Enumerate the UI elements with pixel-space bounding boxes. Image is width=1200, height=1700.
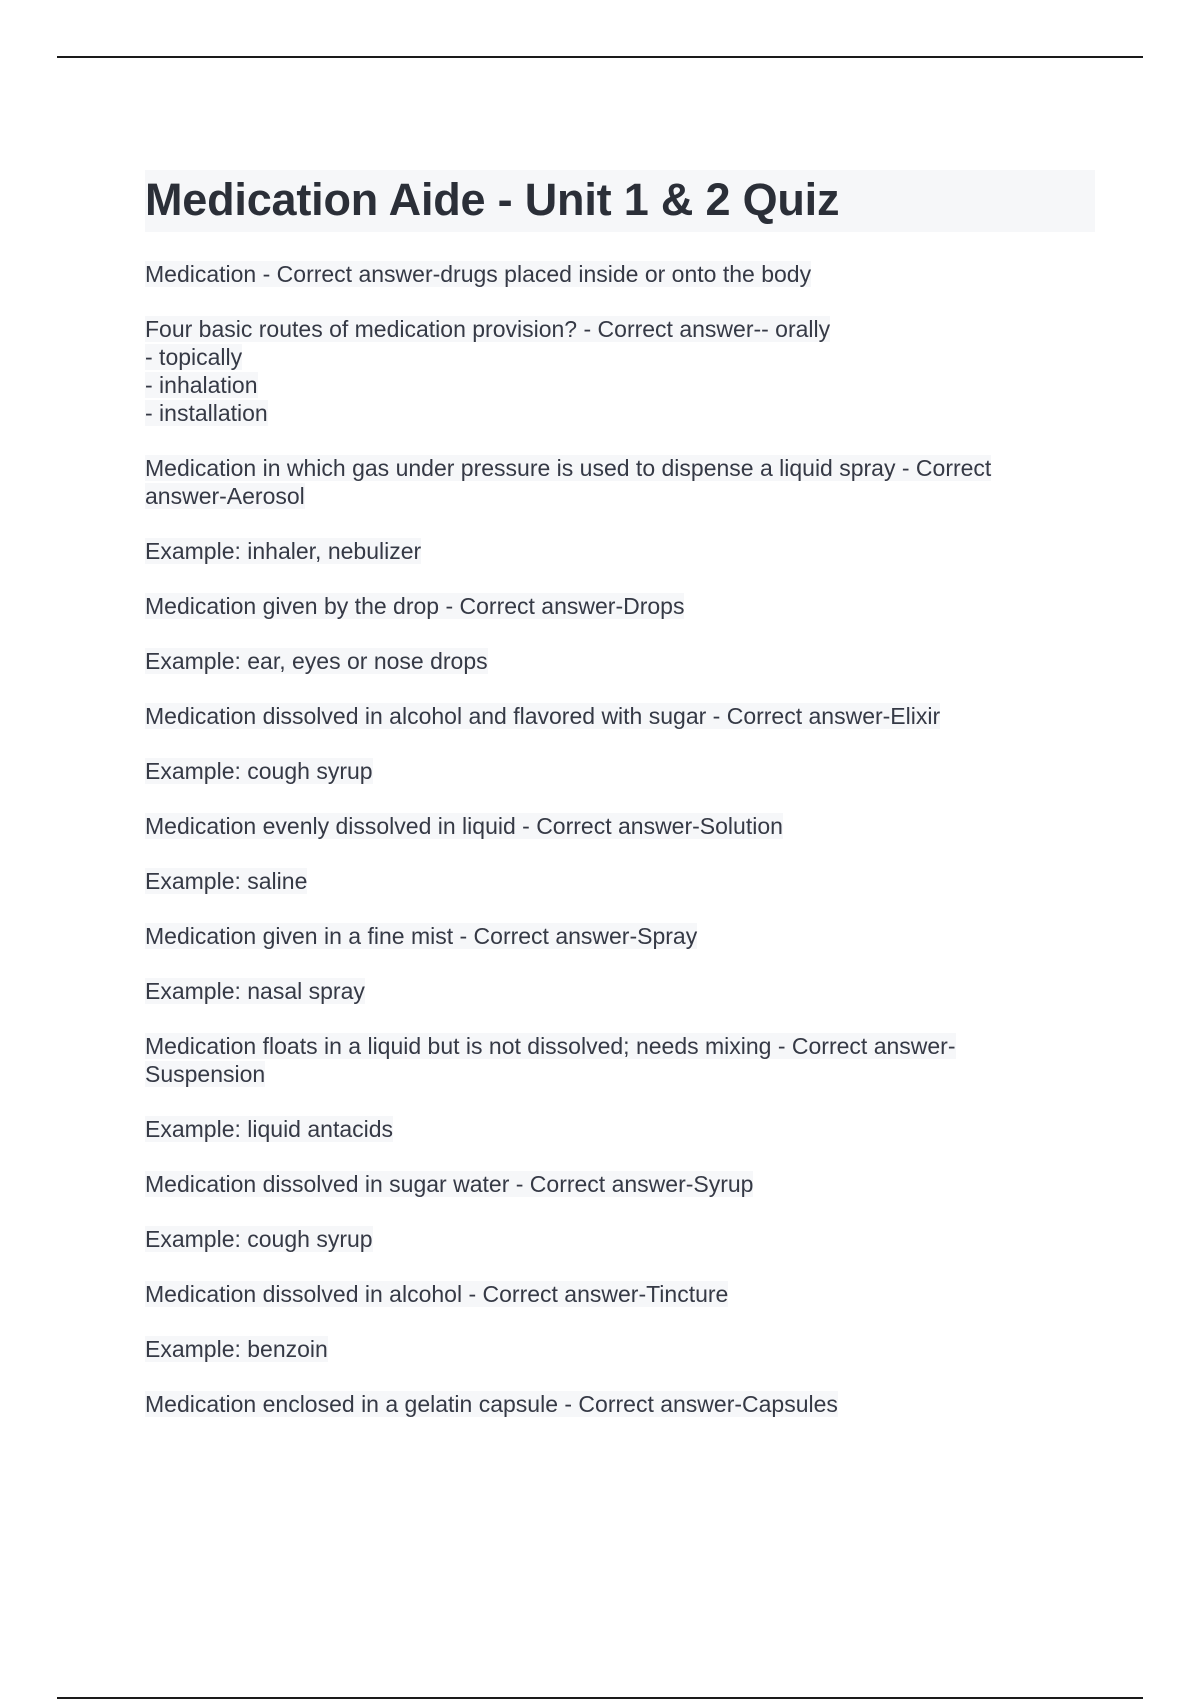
page-title: Medication Aide - Unit 1 & 2 Quiz (145, 174, 840, 225)
entry-line: Medication in which gas under pressure is used to dispense a liquid spray - Correct (145, 455, 992, 481)
example-entry (145, 1335, 1095, 1363)
document-body (145, 170, 1095, 1445)
qa-entry (145, 1390, 1095, 1418)
qa-entry (145, 592, 1095, 620)
example-entry (145, 867, 1095, 895)
entry-line: Four basic routes of medication provision? - Correct answer-- orally (145, 316, 831, 342)
title-block (145, 170, 1095, 232)
entry-line: Medication evenly dissolved in liquid - Correct answer-Solution (145, 813, 783, 839)
bottom-rule (57, 1697, 1143, 1699)
qa-entry (145, 315, 1095, 427)
example-entry (145, 757, 1095, 785)
qa-entry (145, 922, 1095, 950)
entry-line: answer-Aerosol (145, 483, 305, 509)
example-entry (145, 537, 1095, 565)
example-entry (145, 977, 1095, 1005)
qa-entry (145, 1280, 1095, 1308)
qa-entry (145, 702, 1095, 730)
entry-line: Medication floats in a liquid but is not dissolved; needs mixing - Correct answer- (145, 1033, 956, 1059)
qa-entry (145, 1170, 1095, 1198)
entry-line: Example: liquid antacids (145, 1116, 394, 1142)
entry-line: Example: nasal spray (145, 978, 365, 1004)
entry-line: Medication dissolved in sugar water - Correct answer-Syrup (145, 1171, 754, 1197)
example-entry (145, 1115, 1095, 1143)
entry-line: - inhalation (145, 372, 258, 398)
entry-line: Suspension (145, 1061, 266, 1087)
qa-entry (145, 260, 1095, 288)
entry-line: Example: cough syrup (145, 1226, 373, 1252)
entry-line: Medication given by the drop - Correct answer-Drops (145, 593, 685, 619)
entry-line: Medication enclosed in a gelatin capsule - Correct answer-Capsules (145, 1391, 838, 1417)
entry-line: - installation (145, 400, 268, 426)
example-entry (145, 647, 1095, 675)
entry-line: Medication dissolved in alcohol - Correct answer-Tincture (145, 1281, 729, 1307)
entry-line: Example: cough syrup (145, 758, 373, 784)
entry-line: Medication given in a fine mist - Correct answer-Spray (145, 923, 698, 949)
entry-line: Example: ear, eyes or nose drops (145, 648, 488, 674)
entry-line: Medication dissolved in alcohol and flavored with sugar - Correct answer-Elixir (145, 703, 941, 729)
top-rule (57, 56, 1143, 58)
entry-line: Example: benzoin (145, 1336, 328, 1362)
qa-entry (145, 1032, 1095, 1088)
qa-entry (145, 812, 1095, 840)
entry-line: Example: inhaler, nebulizer (145, 538, 422, 564)
entry-line: - topically (145, 344, 243, 370)
entry-line: Medication - Correct answer-drugs placed inside or onto the body (145, 261, 812, 287)
example-entry (145, 1225, 1095, 1253)
entry-line: Example: saline (145, 868, 308, 894)
qa-entry (145, 454, 1095, 510)
